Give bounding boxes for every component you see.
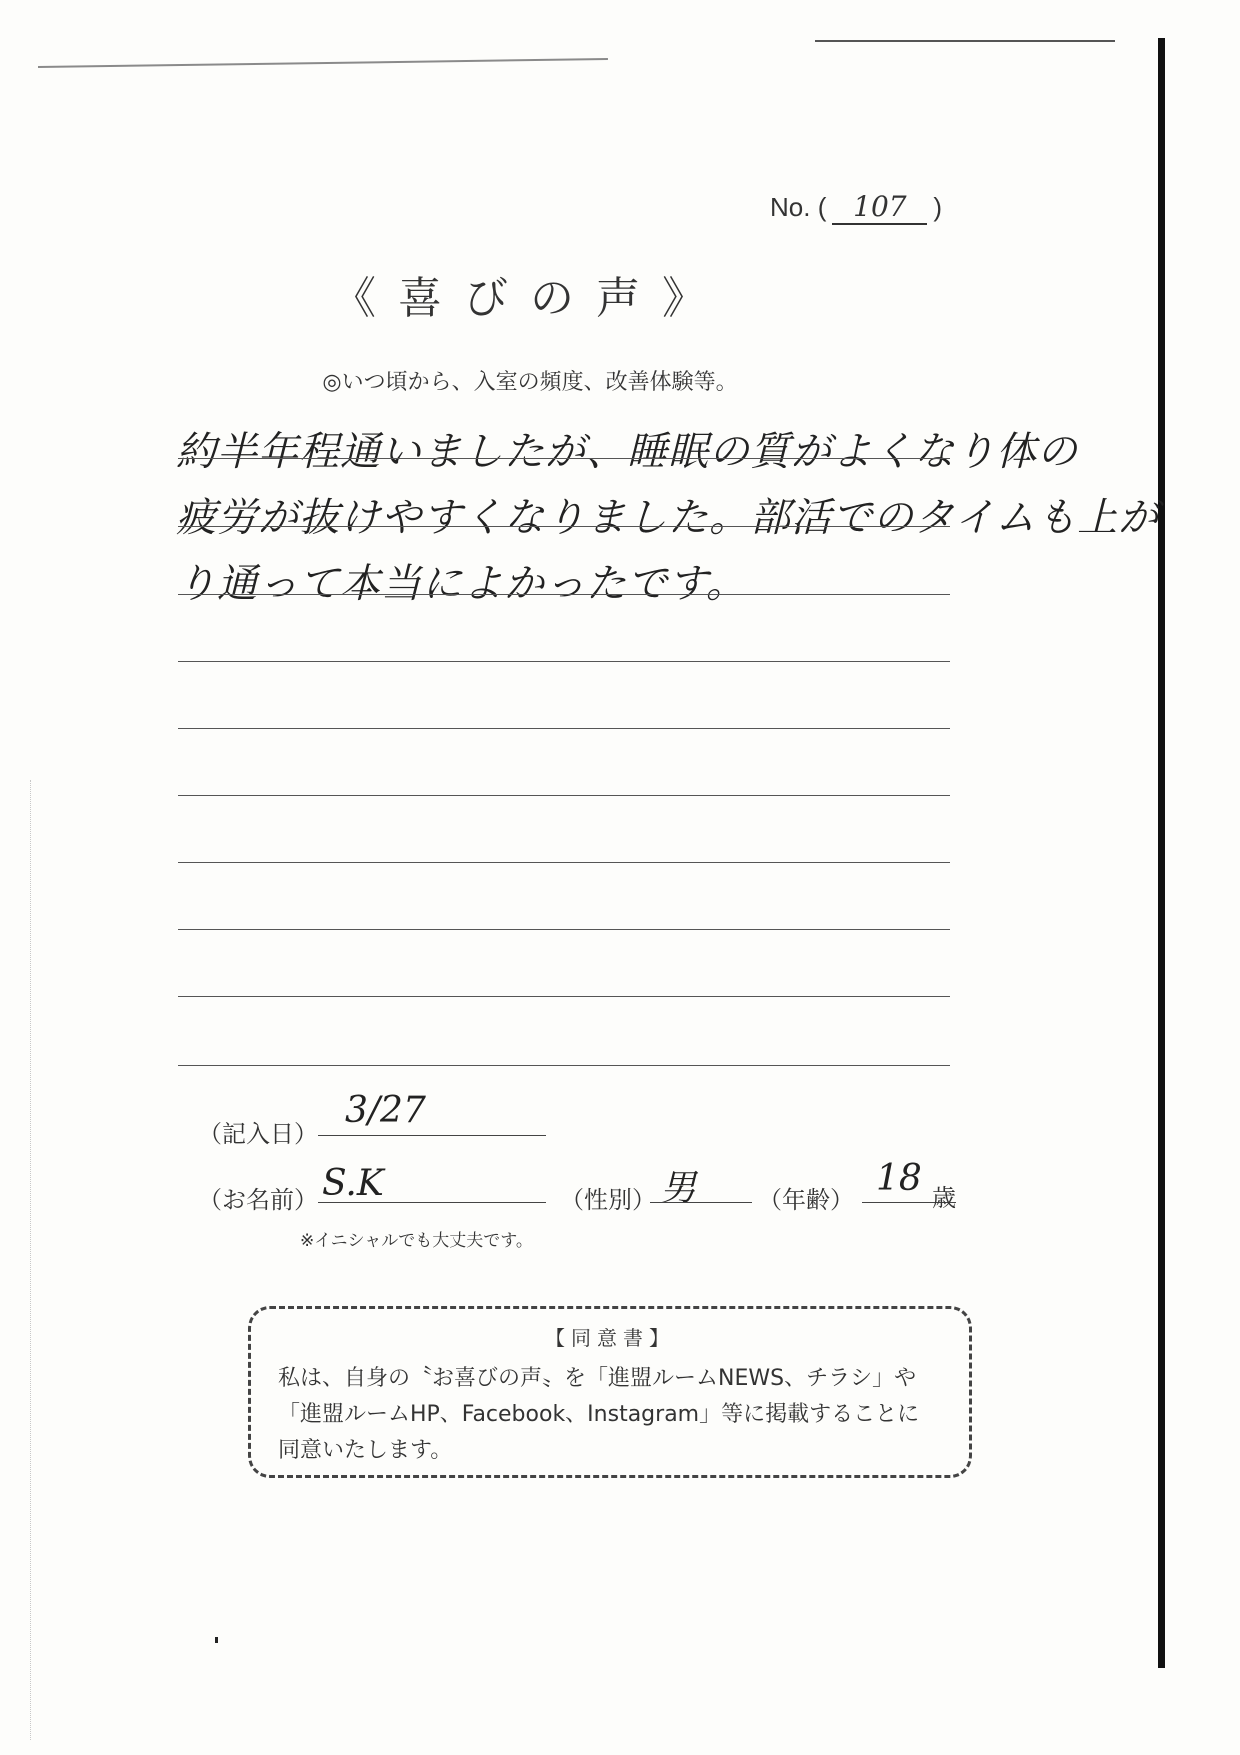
document-number xyxy=(770,190,942,225)
name-value: S.K xyxy=(322,1163,384,1204)
initials-note: ※イニシャルでも大丈夫です。 xyxy=(300,1231,533,1251)
document-number-open-paren: ( xyxy=(817,192,827,222)
writing-line xyxy=(178,728,950,729)
consent-title: 【同意書】 xyxy=(545,1326,675,1350)
handwritten-line-2: 疲労が抜けやすくなりました。部活でのタイムも上が xyxy=(176,495,1160,541)
age-value: 18 xyxy=(876,1158,922,1199)
writing-line xyxy=(178,1065,950,1066)
writing-line xyxy=(178,661,950,662)
date-label: （記入日） xyxy=(198,1120,318,1148)
writing-line xyxy=(178,996,950,997)
writing-line xyxy=(178,458,950,459)
scan-edge-right xyxy=(1158,38,1165,1668)
scan-speck xyxy=(215,1637,218,1643)
gender-line xyxy=(650,1202,752,1203)
age-label: （年齢） xyxy=(758,1186,854,1214)
document-number-label: No. xyxy=(770,192,811,222)
name-label: （お名前） xyxy=(198,1186,318,1214)
document-number-close-paren: ) xyxy=(933,192,943,222)
writing-line xyxy=(178,862,950,863)
gender-value: 男 xyxy=(660,1168,697,1209)
name-line xyxy=(318,1202,546,1203)
writing-line xyxy=(178,795,950,796)
prompt-text: ◎いつ頃から、入室の頻度、改善体験等。 xyxy=(322,370,738,395)
scan-edge-top-right xyxy=(815,40,1115,42)
scan-edge-top-left xyxy=(38,58,608,68)
handwritten-line-1: 約半年程通いましたが、睡眠の質がよくなり体の xyxy=(176,429,1078,475)
writing-line xyxy=(178,929,950,930)
date-line xyxy=(318,1135,546,1136)
gender-label: （性別） xyxy=(560,1186,656,1214)
page-title: 《喜びの声》 xyxy=(332,273,728,324)
age-unit: 歳 xyxy=(932,1184,956,1212)
writing-line xyxy=(178,594,950,595)
handwritten-line-3: り通って本当によかったです。 xyxy=(176,561,747,607)
scan-edge-left xyxy=(30,780,32,1740)
writing-line xyxy=(178,526,950,527)
date-value: 3/27 xyxy=(345,1090,426,1131)
consent-line-1: 私は、自身の〝お喜びの声〟を「進盟ルームNEWS、チラシ」や xyxy=(278,1366,917,1391)
consent-line-2: 「進盟ルームHP、Facebook、Instagram」等に掲載することに xyxy=(278,1402,920,1427)
consent-line-3: 同意いたします。 xyxy=(278,1438,453,1463)
document-number-value: 107 xyxy=(832,190,927,225)
